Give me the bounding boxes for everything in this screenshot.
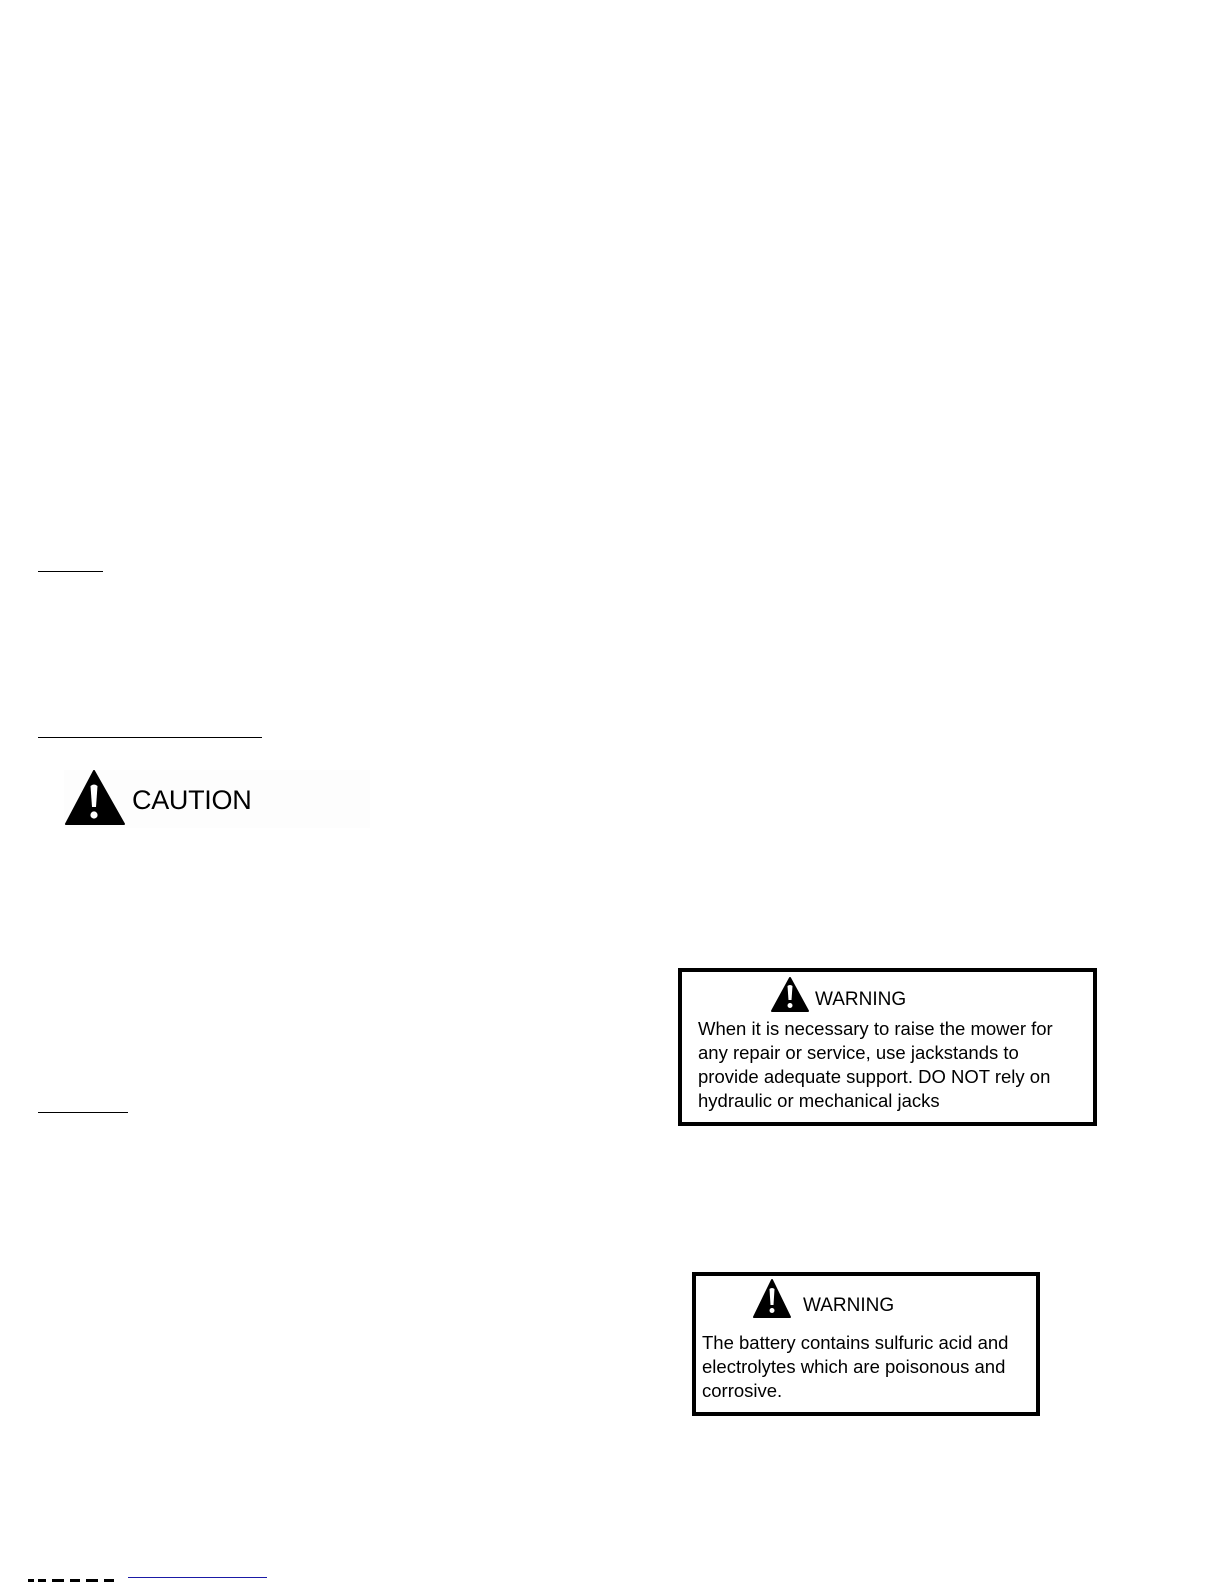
warning-line: provide adequate support. DO NOT rely on [698, 1066, 1051, 1087]
warning-line: electrolytes which are poisonous and [702, 1356, 1006, 1377]
caution-text: CAUTION [132, 785, 252, 815]
warning-header [770, 976, 810, 1012]
warning-line: The battery contains sulfuric acid and [702, 1332, 1009, 1353]
warning-line: When it is necessary to raise the mower for [698, 1018, 1053, 1039]
footer-link-underline [128, 1577, 267, 1578]
section-heading-underline [38, 571, 103, 572]
section-heading-underline [38, 1112, 128, 1113]
warning-line: any repair or service, use jackstands to [698, 1042, 1019, 1063]
warning-triangle-icon [752, 1278, 792, 1318]
warning-title: WARNING [815, 989, 907, 1010]
footer-marks [28, 1578, 128, 1582]
warning-message [702, 1331, 1008, 1403]
section-heading-underline [38, 737, 262, 738]
warning-box-jackstands [678, 968, 1097, 1126]
warning-box-battery [692, 1272, 1040, 1416]
warning-triangle-icon [770, 976, 810, 1012]
caution-label [64, 770, 370, 828]
warning-header [752, 1278, 792, 1318]
warning-line: hydraulic or mechanical jacks [698, 1090, 940, 1111]
warning-line: corrosive. [702, 1380, 783, 1401]
warning-triangle-icon [64, 770, 126, 826]
warning-message [698, 1017, 1053, 1113]
warning-title: WARNING [803, 1295, 895, 1316]
